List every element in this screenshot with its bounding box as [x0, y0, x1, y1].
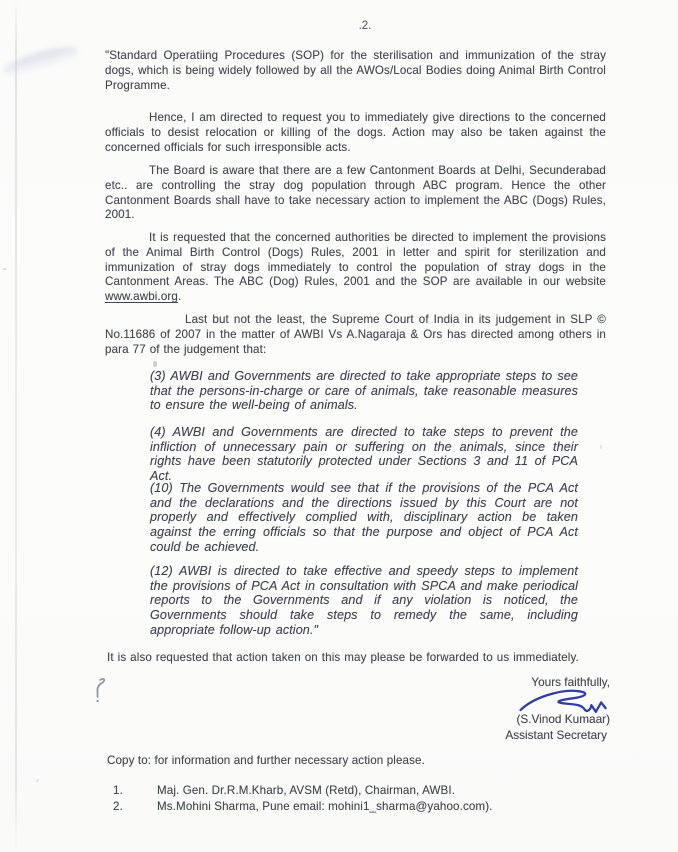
valediction: Yours faithfully, — [531, 675, 610, 689]
judgement-quote-10: (10) The Governments would see that if the provisions of the PCA Act and the declarations and the directions issued by this Court are not properly and effectively complied with, disciplinary action be taken against the erring officials so that the purpose and object of PCA Act could be achieved. — [150, 481, 578, 554]
awbi-website-link[interactable]: www.awbi.org — [105, 290, 178, 304]
copy-item — [113, 800, 593, 813]
ink-speck — [36, 779, 39, 782]
page-curl-shadow — [1, 42, 81, 81]
copy-item-number: 2. — [113, 799, 123, 813]
paragraph-sop: "Standard Operatiing Procedures (SOP) for the sterilisation and immunization of the stray dogs, which is being widely followed by all the AWOs/Local Bodies doing Animal Birth Control Programme. — [105, 49, 606, 92]
ink-speck — [153, 361, 157, 367]
signatory-title: Assistant Secretary — [505, 728, 607, 742]
paragraph-abc-rules-period: . — [177, 290, 182, 304]
copy-item-number: 1. — [113, 784, 123, 797]
pen-mark-icon — [88, 676, 108, 708]
copy-item — [113, 784, 593, 797]
copy-item-text: Ms.Mohini Sharma, Pune email: mohini1_sharma@yahoo.com). — [157, 799, 493, 813]
copy-to-list — [113, 784, 593, 815]
paragraph-abc-rules-text: It is requested that the concerned authorities be directed to implement the provisions of the Animal Birth Control (Dogs) Rules, 2001 in letter and spirit for sterilization and immunization of stray dogs immediately to control the population of stray dogs in the Cantonment Areas. The ABC (Dog) Rules, 2001 and the SOP are available in our website — [105, 231, 606, 289]
ink-speck — [600, 445, 602, 449]
paper-fold-line — [15, 0, 17, 852]
page-number: .2. — [358, 20, 372, 32]
paragraph-cantonment-boards: The Board is aware that there are a few Cantonment Boards at Delhi, Secunderabad etc.. are controlling the stray dog population through ABC program. Hence the other Cantonment Boards shall have to take necessary action to implement the ABC (Dogs) Rules, 2001. — [105, 164, 606, 222]
ink-speck — [2, 268, 7, 270]
judgement-quote-3: (3) AWBI and Governments are directed to take appropriate steps to see that the persons-in-charge or care of animals, take reasonable measures to ensure the well-being of animals. — [150, 369, 578, 413]
closing-request-line: It is also requested that action taken on this may please be forwarded to us immediately. — [107, 651, 579, 664]
judgement-quote-12: (12) AWBI is directed to take effective and speedy steps to implement the provisions of PCA Act in consultation with SPCA and make periodical reports to the Governments and if any violation is noticed, the Governments should take steps to remedy the same, including appropriate follow-up action." — [150, 564, 578, 637]
copy-item-text: Maj. Gen. Dr.R.M.Kharb, AVSM (Retd), Chairman, AWBI. — [157, 784, 456, 797]
judgement-quote-4: (4) AWBI and Governments are directed to take steps to prevent the infliction of unnecessary pain or suffering on the animals, since their rights have been statutorily protected under Sections 3 and 11 of PCA Act. — [150, 425, 578, 484]
paragraph-hence-directions: Hence, I am directed to request you to immediately give directions to the concerned officials to desist relocation or killing of the dogs. Action may also be taken against the concerned officials for such irresponsible acts. — [105, 111, 606, 154]
copy-to-heading: Copy to: for information and further necessary action please. — [107, 754, 425, 767]
paragraph-abc-rules-request — [105, 231, 606, 305]
paragraph-supreme-court: Last but not the least, the Supreme Court of India in its judgement in SLP © No.11686 of 2007 in the matter of AWBI Vs A.Nagaraja & Ors has directed among others in para 77 of the judgement that: — [105, 313, 606, 356]
signatory-name: (S.Vinod Kumaar) — [516, 712, 610, 726]
